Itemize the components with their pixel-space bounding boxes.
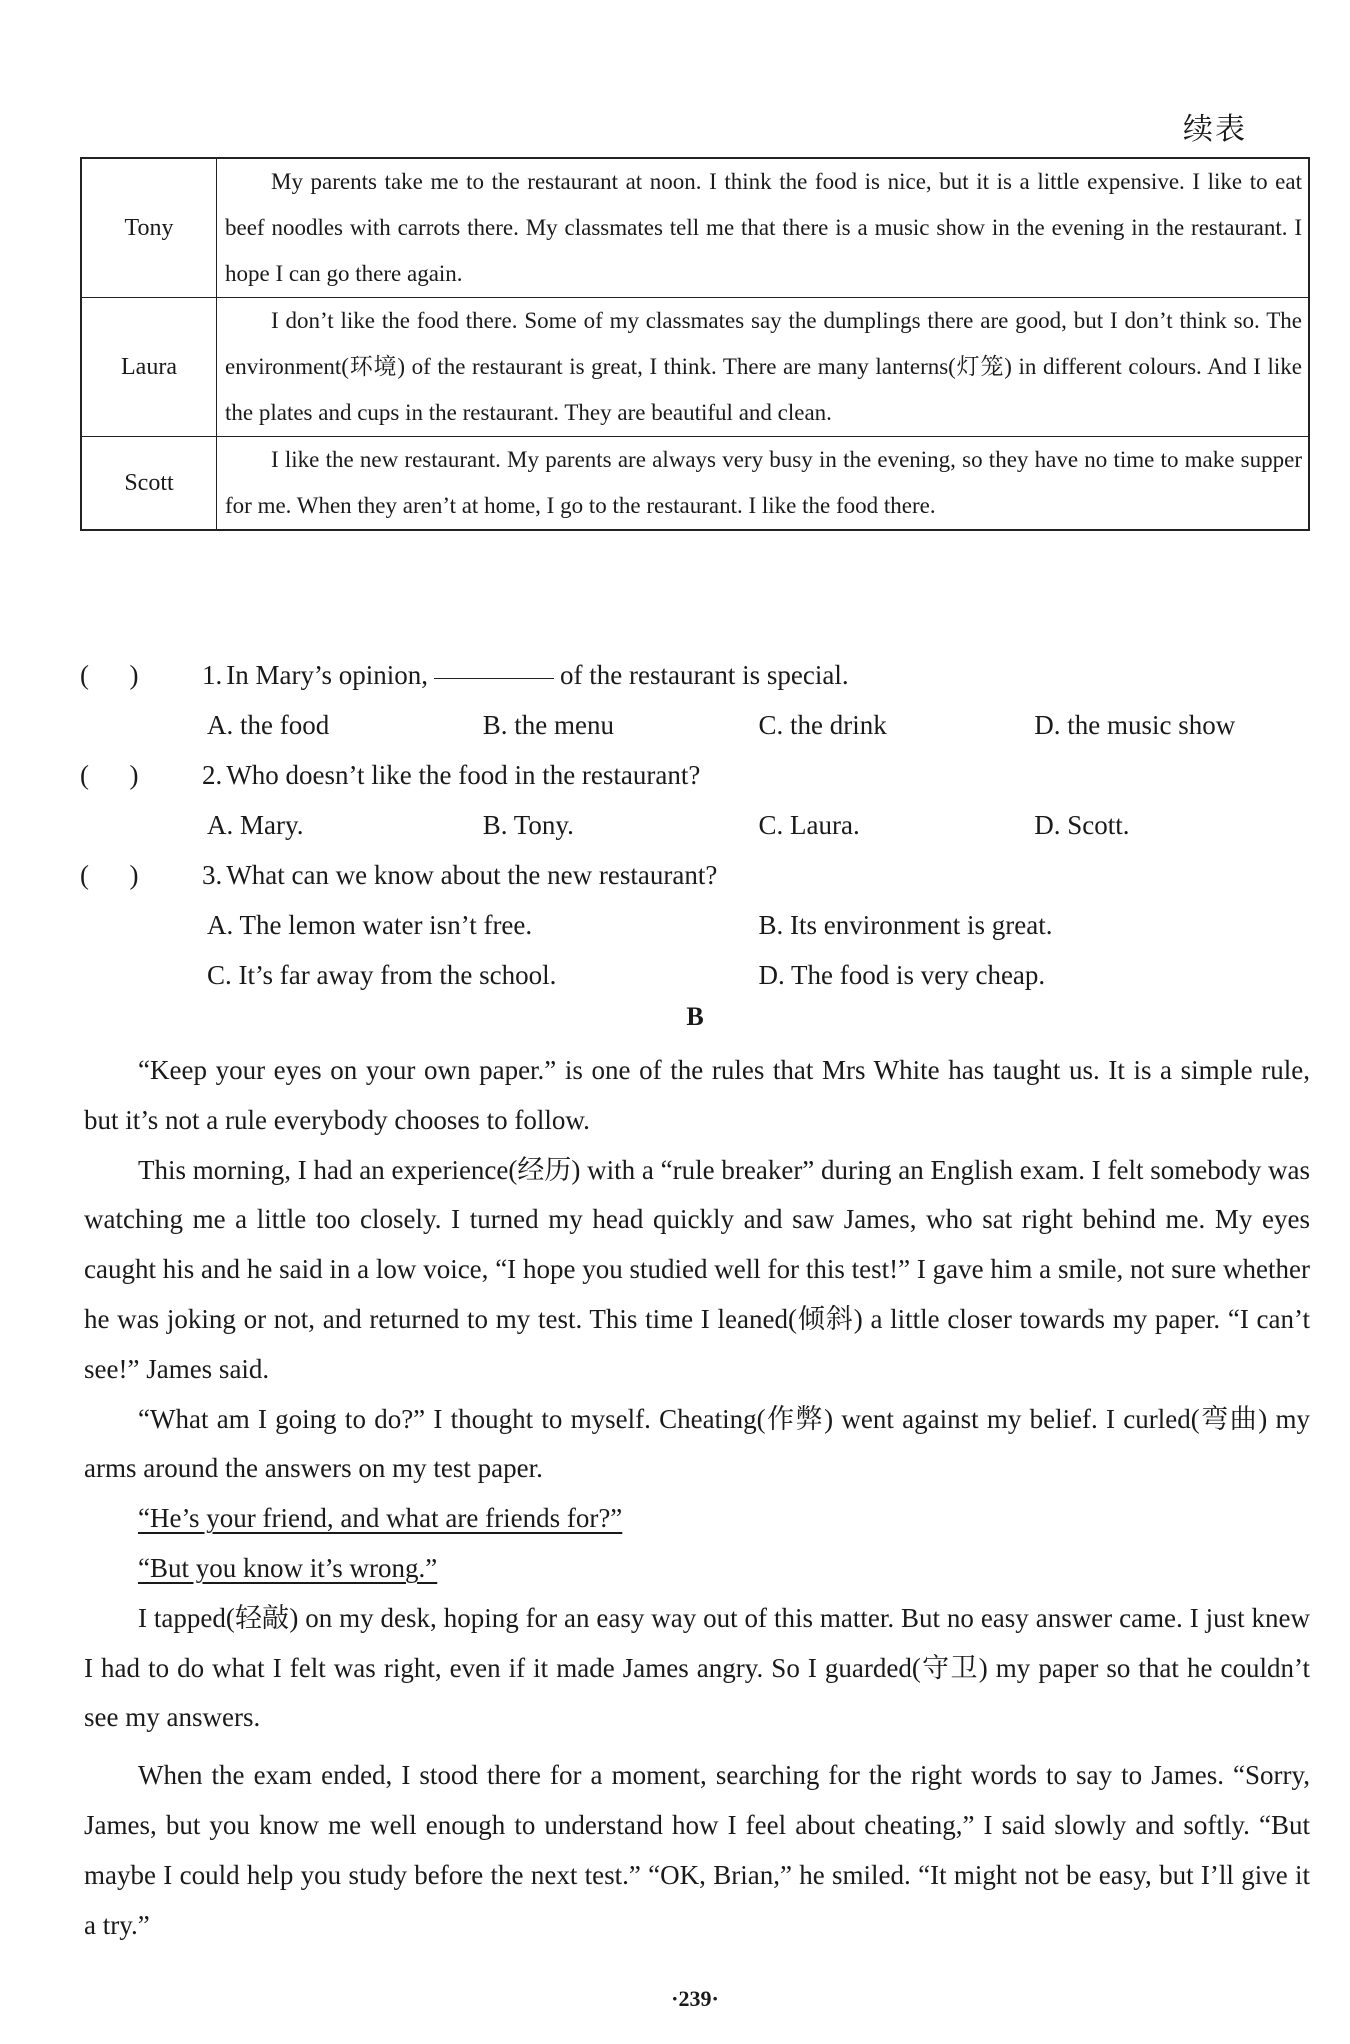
question-number: 1. <box>202 660 223 690</box>
question-1 <box>80 650 1310 700</box>
options <box>80 900 1310 950</box>
question-number: 2. <box>202 760 223 790</box>
option-b[interactable]: B. the menu <box>482 710 614 740</box>
option-a[interactable]: A. The lemon water isn’t free. <box>207 910 533 940</box>
option-d[interactable]: D. The food is very cheap. <box>758 960 1046 990</box>
multiple-choice-section <box>80 650 1310 1000</box>
review-text: My parents take me to the restaurant at noon. I think the food is nice, but it is a little expensive. I like to eat beef noodles with carrots there. My classmates tell me that there is a music show in the evening in the restaurant. I hope I can go there again. <box>225 169 1302 286</box>
question-3 <box>80 850 1310 900</box>
question-stem: Who doesn’t like the food in the restaurant? <box>226 760 701 790</box>
underlined-text: “He’s your friend, and what are friends for?” <box>138 1503 623 1534</box>
table-row <box>81 437 1309 531</box>
underlined-line <box>84 1494 1310 1544</box>
paragraph: When the exam ended, I stood there for a moment, searching for the right words to say to James. “Sorry, James, but you know me well enough to understand how I feel about cheating,” I said slowly and softly. “But maybe I could help you study before the next test.” “OK, Brian,” he smiled. “It might not be easy, but I’ll give it a try.” <box>84 1760 1310 1940</box>
option-d[interactable]: D. Scott. <box>1034 810 1130 840</box>
review-text-cell <box>217 158 1310 298</box>
option-d[interactable]: D. the music show <box>1034 710 1236 740</box>
question-stem-end: of the restaurant is special. <box>560 660 849 690</box>
reviewer-name: Laura <box>81 298 217 437</box>
question-2 <box>80 750 1310 800</box>
question-stem: What can we know about the new restaurant? <box>226 860 718 890</box>
review-text: I like the new restaurant. My parents are always very busy in the evening, so they have no time to make supper for me. When they aren’t at home, I go to the restaurant. I like the food there. <box>225 447 1302 518</box>
paragraph: I tapped(轻敲) on my desk, hoping for an easy way out of this matter. But no easy answer came. I just knew I had to do what I felt was right, even if it made James angry. So I guarded(守卫) my paper so that he couldn’t see my answers. <box>84 1602 1310 1733</box>
paragraph: “Keep your eyes on your own paper.” is one of the rules that Mrs White has taught us. It is a simple rule, but it’s not a rule everybody chooses to follow. <box>84 1055 1310 1135</box>
review-text: I don’t like the food there. Some of my classmates say the dumplings there are good, but I don’t think so. The environment(环境) of the restaurant is great, I think. There are many lanterns(灯笼) in different colours. And I like the plates and cups in the restaurant. They are beautiful and clean. <box>225 308 1302 425</box>
reviewer-name: Scott <box>81 437 217 531</box>
review-text-cell <box>217 298 1310 437</box>
option-a[interactable]: A. the food <box>207 710 330 740</box>
underlined-text: “But you know it’s wrong.” <box>138 1552 438 1583</box>
option-b[interactable]: B. Tony. <box>482 810 574 840</box>
reviewer-name: Tony <box>81 158 217 298</box>
option-c[interactable]: C. Laura. <box>758 810 860 840</box>
option-c[interactable]: C. the drink <box>758 710 887 740</box>
question-number: 3. <box>202 860 223 890</box>
table-row <box>81 298 1309 437</box>
options <box>80 950 1310 1000</box>
table-row <box>81 158 1309 298</box>
review-text-cell <box>217 437 1310 531</box>
paragraph: “What am I going to do?” I thought to myself. Cheating(作弊) went against my belief. I curled(弯曲) my arms around the answers on my test paper. <box>84 1403 1310 1484</box>
options <box>80 800 1310 850</box>
option-c[interactable]: C. It’s far away from the school. <box>207 960 557 990</box>
option-b[interactable]: B. Its environment is great. <box>758 910 1053 940</box>
question-stem: In Mary’s opinion, <box>226 660 428 690</box>
options <box>80 700 1310 750</box>
continued-table-label: 续表 <box>1183 113 1247 146</box>
paragraph: This morning, I had an experience(经历) with a “rule breaker” during an English exam. I felt somebody was watching me a little too closely. I turned my head quickly and saw James, who sat right behind me. My eyes caught his and he said in a low voice, “I hope you studied well for this test!” I gave him a smile, not sure whether he was joking or not, and returned to my test. This time I leaned(倾斜) a little closer towards my paper. “I can’t see!” James said. <box>84 1154 1310 1384</box>
answer-blank[interactable] <box>434 650 554 679</box>
option-a[interactable]: A. Mary. <box>207 810 304 840</box>
page-number: ·239· <box>671 1986 719 2011</box>
answer-parentheses[interactable]: ( ) <box>80 660 139 690</box>
answer-parentheses[interactable]: ( ) <box>80 760 139 790</box>
section-heading: B <box>686 1002 704 1031</box>
restaurant-reviews-table <box>80 157 1310 531</box>
reading-passage <box>84 1046 1310 1950</box>
answer-parentheses[interactable]: ( ) <box>80 860 139 890</box>
underlined-line <box>84 1544 1310 1594</box>
